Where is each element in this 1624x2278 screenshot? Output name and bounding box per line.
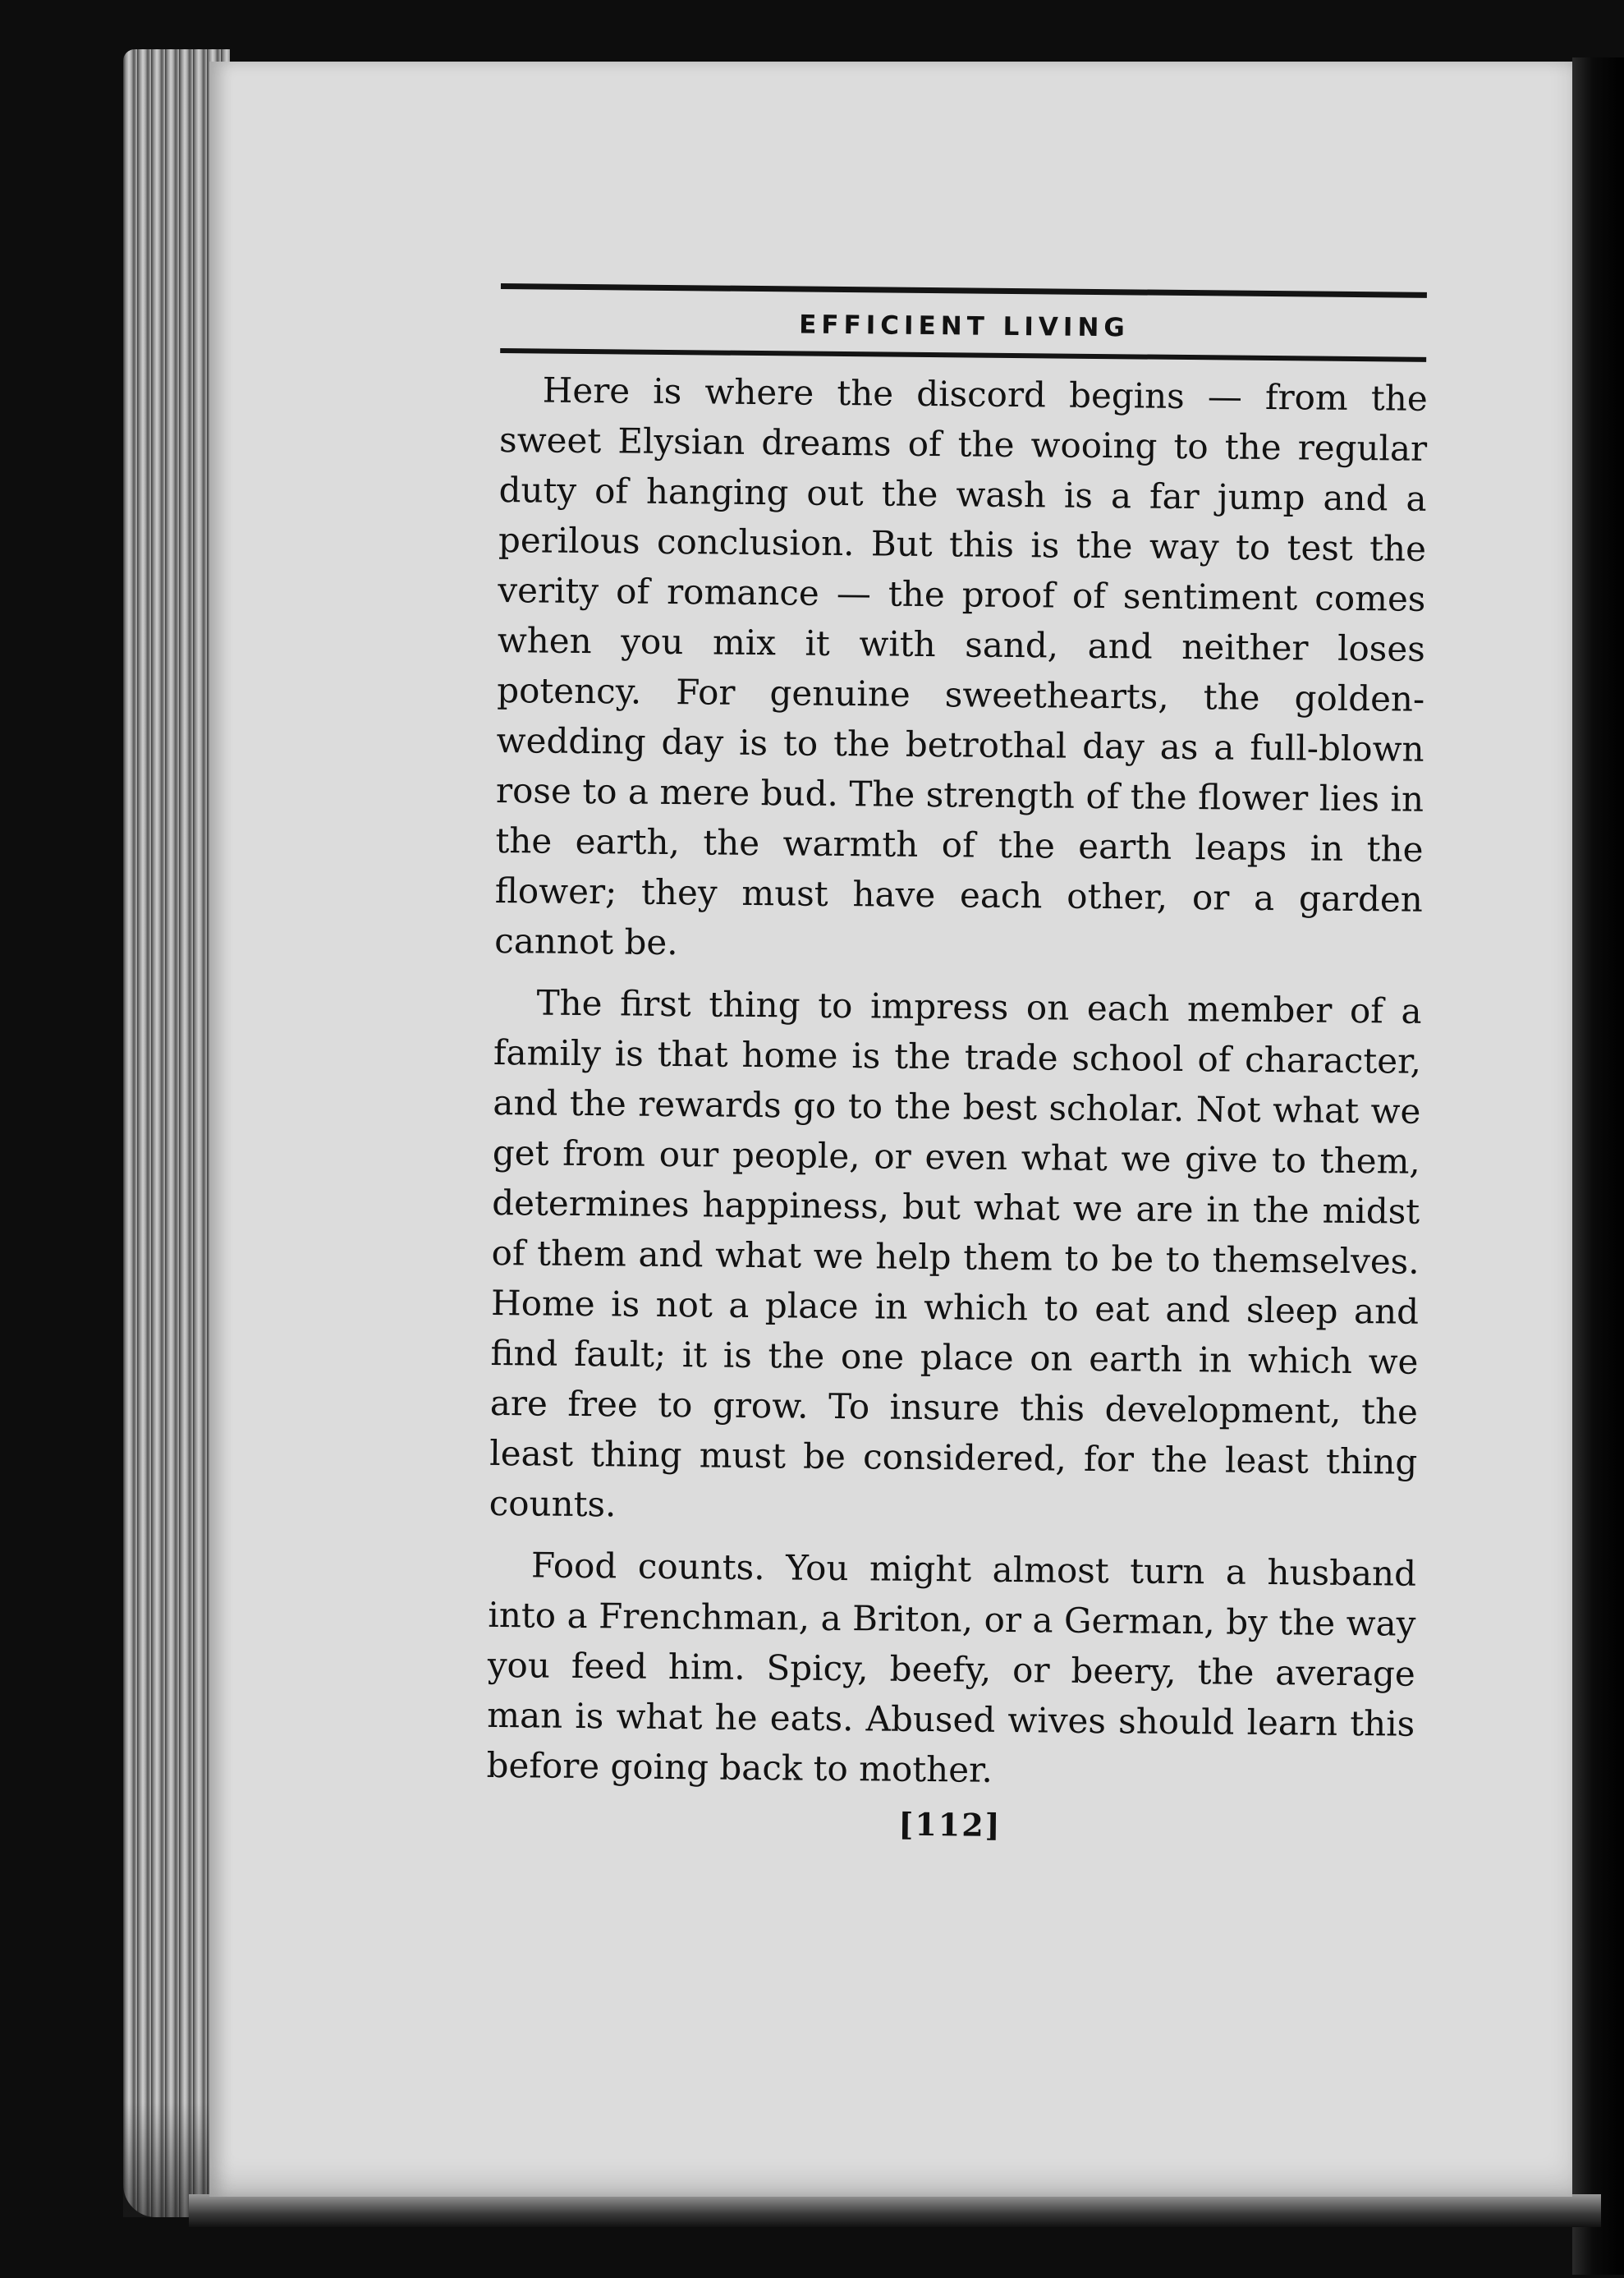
paragraph: Food counts. You might almost turn a husband into a Frenchman, a Briton, or a German, by the way you feed him. Spicy, beefy, or beery, the average man is what he eats. Abused wives should learn this before going back to mother. bbox=[486, 1545, 1417, 1790]
book-bottom-edge bbox=[189, 2194, 1601, 2227]
paragraph: The first thing to impress on each member of a family is that home is the trade school of character, and the rewards go to the best scholar. Not what we get from our people, or even what we give to them, determines happiness, but what we are in the midst of them and what we help them to be to themselves. Home is not a place in which to eat and sleep and find fault; it is the one place on earth in which we are free to grow. To insure this development, the least thing must be considered, for the least thing counts. bbox=[489, 982, 1422, 1525]
page-number: [112] bbox=[898, 1805, 1002, 1844]
page-content bbox=[486, 283, 1429, 1848]
body-text bbox=[486, 365, 1428, 1799]
header-rule-bottom bbox=[500, 348, 1426, 362]
running-head: EFFICIENT LIVING bbox=[799, 310, 1130, 343]
book-spine-shadow bbox=[1572, 57, 1624, 2275]
paragraph: Here is where the discord begins — from the sweet Elysian dreams of the wooing to the regular duty of hanging out the wash is a far jump and a perilous conclusion. But this is the way to test the verity of romance — the proof of sentiment comes when you mix it with sand, and neither loses potency. For genuine sweethearts, the golden-wedding day is to the betrothal day as a full-blown rose to a mere bud. The strength of the flower lies in the earth, the warmth of the earth leaps in the flower; they must have each other, or a garden cannot be. bbox=[494, 370, 1428, 963]
